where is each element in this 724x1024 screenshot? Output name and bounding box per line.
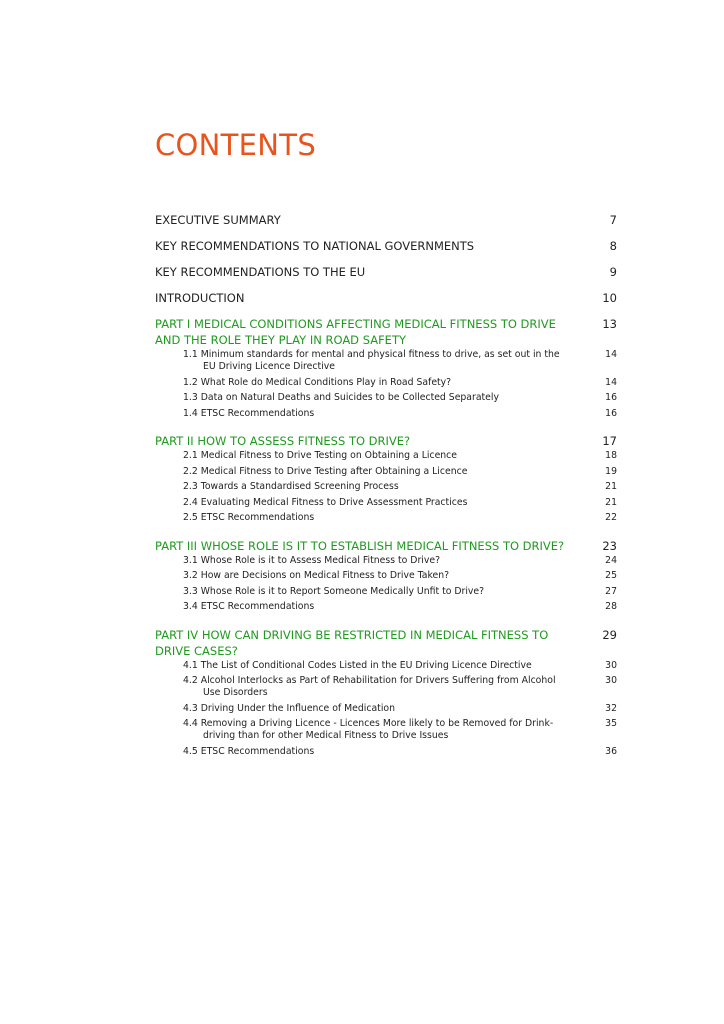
toc-section-label: 2.3 Towards a Standardised Screening Process: [183, 481, 399, 492]
toc-entry-label: EXECUTIVE SUMMARY: [155, 213, 281, 227]
toc-section-label: 3.4 ETSC Recommendations: [183, 601, 315, 612]
toc-section-label: 3.2 How are Decisions on Medical Fitness to Drive Taken?: [183, 570, 450, 581]
toc-section-label: 2.1 Medical Fitness to Drive Testing on Obtaining a Licence: [183, 450, 458, 461]
table-of-contents: [155, 212, 617, 761]
toc-section-2-4[interactable]: [155, 497, 617, 509]
toc-page-number: 13: [602, 317, 617, 331]
toc-section-label: 4.5 ETSC Recommendations: [183, 745, 315, 757]
toc-entry-label: KEY RECOMMENDATIONS TO NATIONAL GOVERNMENTS: [155, 239, 475, 253]
toc-entry-executive-summary[interactable]: [155, 212, 617, 228]
toc-entry-national-governments[interactable]: [155, 238, 617, 254]
toc-page-number: 23: [602, 538, 617, 553]
toc-section-1-4[interactable]: [155, 408, 617, 420]
toc-section-label: 1.2 What Role do Medical Conditions Play in Road Safety?: [183, 376, 452, 388]
toc-section-4-2[interactable]: [155, 675, 617, 699]
toc-page-number: 19: [605, 465, 617, 477]
toc-page-number: 21: [605, 481, 617, 492]
toc-section-4-4[interactable]: [155, 718, 617, 742]
toc-section-label: 2.2 Medical Fitness to Drive Testing after Obtaining a Licence: [183, 465, 468, 477]
toc-section-4-3[interactable]: [155, 703, 617, 715]
toc-page-number: 10: [602, 291, 617, 305]
toc-entry-introduction[interactable]: [155, 290, 617, 306]
toc-page-number: 30: [605, 659, 617, 671]
toc-page-number: 24: [605, 554, 617, 566]
toc-part-title: PART II HOW TO ASSESS FITNESS TO DRIVE?: [155, 434, 411, 448]
toc-page-number: 17: [602, 434, 617, 448]
toc-part-3-heading[interactable]: [155, 538, 617, 554]
toc-section-label: 1.4 ETSC Recommendations: [183, 407, 315, 419]
toc-section-label: 3.3 Whose Role is it to Report Someone Medically Unfit to Drive?: [183, 585, 485, 597]
toc-part-1-heading[interactable]: [155, 316, 617, 348]
toc-part-2-heading[interactable]: [155, 433, 617, 449]
toc-section-3-3[interactable]: [155, 586, 617, 598]
toc-section-label: 4.1 The List of Conditional Codes Listed in the EU Driving Licence Directive: [183, 659, 532, 671]
toc-part-title: PART I MEDICAL CONDITIONS AFFECTING MEDICAL FITNESS TO DRIVE AND THE ROLE THEY PLAY IN ROAD SAFETY: [155, 317, 556, 347]
page-title: CONTENTS: [155, 128, 317, 162]
toc-section-label: 4.2 Alcohol Interlocks as Part of Rehabilitation for Drivers Suffering from Alcohol Use Disorders: [183, 675, 556, 698]
toc-section-label: 1.1 Minimum standards for mental and physical fitness to drive, as set out in the EU Driving Licence Directive: [183, 349, 560, 372]
toc-section-label: 4.4 Removing a Driving Licence - Licences More likely to be Removed for Drink-driving than for other Medical Fitness to Drive Issues: [183, 718, 554, 741]
toc-page-number: 28: [605, 601, 617, 612]
toc-page-number: 36: [605, 745, 617, 757]
toc-section-3-2[interactable]: [155, 570, 617, 582]
toc-page-number: 22: [605, 512, 617, 523]
spacer: [155, 528, 617, 538]
toc-section-3-1[interactable]: [155, 555, 617, 567]
toc-page-number: 27: [605, 585, 617, 597]
toc-page-number: 18: [605, 450, 617, 461]
toc-page-number: 21: [605, 496, 617, 508]
toc-section-2-1[interactable]: [155, 450, 617, 462]
toc-section-label: 4.3 Driving Under the Influence of Medication: [183, 702, 395, 714]
spacer: [155, 423, 617, 433]
spacer: [155, 617, 617, 627]
toc-section-1-2[interactable]: [155, 377, 617, 389]
toc-section-1-1[interactable]: [155, 349, 617, 373]
toc-section-2-2[interactable]: [155, 466, 617, 478]
toc-page-number: 29: [602, 627, 617, 642]
toc-page-number: 14: [605, 349, 617, 360]
toc-page-number: 16: [605, 407, 617, 419]
toc-entry-label: INTRODUCTION: [155, 291, 245, 305]
toc-part-title: PART III WHOSE ROLE IS IT TO ESTABLISH MEDICAL FITNESS TO DRIVE?: [155, 538, 565, 553]
toc-part-title: PART IV HOW CAN DRIVING BE RESTRICTED IN MEDICAL FITNESS TO DRIVE CASES?: [155, 627, 549, 658]
toc-page-number: 35: [605, 718, 617, 729]
toc-section-label: 2.5 ETSC Recommendations: [183, 512, 315, 523]
toc-page-number: 7: [609, 213, 617, 227]
toc-section-1-3[interactable]: [155, 392, 617, 404]
toc-section-label: 3.1 Whose Role is it to Assess Medical Fitness to Drive?: [183, 554, 441, 566]
toc-page-number: 25: [605, 570, 617, 581]
toc-part-4-heading[interactable]: [155, 627, 617, 659]
toc-entry-eu[interactable]: [155, 264, 617, 280]
toc-section-2-3[interactable]: [155, 481, 617, 493]
toc-page-number: 30: [605, 675, 617, 686]
toc-section-3-4[interactable]: [155, 601, 617, 613]
toc-page-number: 14: [605, 376, 617, 388]
toc-page-number: 8: [609, 239, 617, 253]
toc-page-number: 16: [605, 392, 617, 403]
toc-section-label: 2.4 Evaluating Medical Fitness to Drive Assessment Practices: [183, 496, 468, 508]
toc-section-label: 1.3 Data on Natural Deaths and Suicides to be Collected Separately: [183, 392, 499, 403]
toc-section-4-1[interactable]: [155, 660, 617, 672]
toc-section-4-5[interactable]: [155, 746, 617, 758]
toc-page-number: 32: [605, 702, 617, 714]
toc-entry-label: KEY RECOMMENDATIONS TO THE EU: [155, 265, 366, 279]
toc-page-number: 9: [609, 265, 617, 279]
toc-section-2-5[interactable]: [155, 512, 617, 524]
